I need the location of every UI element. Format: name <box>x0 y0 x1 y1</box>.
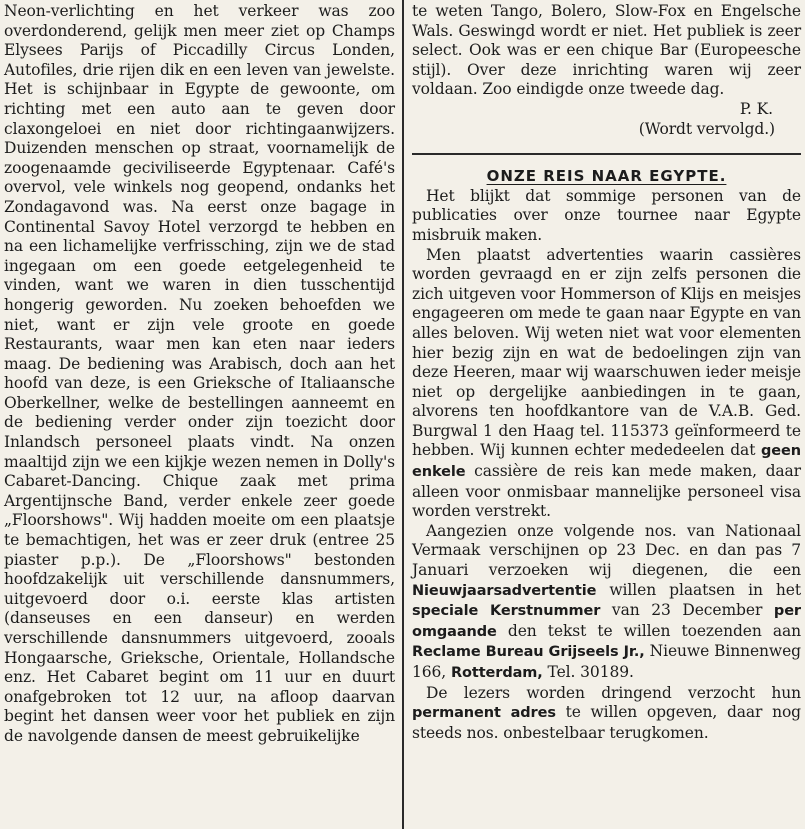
emphasis-nieuwjaarsadvertentie: Nieuwjaarsadvertentie <box>412 582 597 599</box>
article-continuation-end: te weten Tango, Bolero, Slow-Fox en Engelsche Wals. Geswingd wordt er niet. Het publiek is zeer select. Ook was er een chique Bar (Europeesche stijl). Over deze inrichting waren wij zeer voldaan. Zoo eindigde onze tweede dag. <box>412 2 801 99</box>
notice-paragraph-4 <box>412 684 801 744</box>
notice-paragraph-3-text-d: den tekst te willen toezenden aan <box>507 621 802 640</box>
notice-paragraph-2-text-b: cassière de reis kan mede maken, daar alleen voor onmisbaar mannelijke personeel visa worden verstrekt. <box>412 462 801 521</box>
column-divider <box>402 0 404 829</box>
notice-paragraph-3 <box>412 522 801 684</box>
author-signature: P. K. <box>739 99 773 118</box>
notice-paragraph-2 <box>412 246 801 522</box>
notice-paragraph-3-text-b: willen plaatsen in het <box>609 580 802 599</box>
emphasis-rotterdam: Rotterdam, <box>450 665 543 681</box>
emphasis-per-omgaande: per omgaande <box>412 603 801 640</box>
notice-paragraph-4-text-a: De lezers worden dringend verzocht hun <box>426 683 801 702</box>
article-headline: ONZE REIS NAAR EGYPTE. <box>486 167 727 186</box>
to-be-continued-note: (Wordt vervolgd.) <box>638 119 775 138</box>
section-rule <box>412 153 801 155</box>
article-continuation-paragraph: Neon-verlichting en het verkeer was zoo overdonderend, gelijk men meer ziet op Champs Elysees Parijs of Piccadilly Circus Londen, Autofiles, drie rijen dik en een leven van jewelste. Het is schijnbaar in Egypte de gewoonte, om richting met een auto aan te geven door claxongeloei en niet door richtingaanwijzers. Duizenden menschen op straat, voornamelijk de zoogenaamde geciviliseerde Egyptenaar. Café's overvol, vele winkels nog geopend, ondanks het Zondagavond was. Na eerst onze bagage in Continental Savoy Hotel verzorgd te hebben en na een lichamelijke verfrissching, zijn we de stad ingegaan om een goede eetgelegenheid te vinden, want we waren in dien tusschentijd hongerig geworden. Nu zoeken behoefden we niet, want er zijn vele groote en goede Restaurants, waar men kan eten naar ieders maag. De bediening was Arabisch, doch aan het hoofd van deze, is een Grieksche of Italiaansche Oberkellner, welke de bestellingen aanneemt en de bediening verder onder zijn toezicht door Inlandsch personeel plaats vindt. Na onzen maaltijd zijn we een kijkje wezen nemen in Dolly's Cabaret-Dancing. Chique zaak met prima Argentijnsche Band, verder enkele zeer goede „Floorshows". Wij hadden moeite om een plaatsje te bemachtigen, het was er zeer druk (entree 25 piaster p.p.). De „Floorshows" bestonden hoofdzakelijk uit verschillende dansnummers, uitgevoerd door o.i. eerste klas artisten (danseuses en een danseur) en werden verschillende dansnummers uitgevoerd, zooals Hongaarsche, Grieksche, Orientale, Hollandsche enz. Het Cabaret begint om 11 uur en duurt onafgebroken tot 12 uur, na afloop daarvan begint het dansen weer voor het publiek en zijn de navolgende dansen de meest gebruikelijke <box>4 2 395 745</box>
emphasis-permanent-adres: permanent adres <box>412 705 556 722</box>
notice-paragraph-3-text-e: Nieuwe Binnenweg 166, <box>412 642 801 681</box>
notice-paragraph-2-text-a: Men plaatst advertenties waarin cassières worden gevraagd en er zijn zelfs personen die zich uitgeven voor Hommerson of Klijs en meisjes engageeren om mede te gaan naar Egypte en van alles beloven. Wij weten niet wat voor elementen hier bezig zijn en wat de bedoelingen zijn van deze Heeren, maar wij waarschuwen ieder meisje niet op dergelijke aanbiedingen in te gaan, alvorens ten hoofdkantore van de V.A.B. Ged. Burgwal 1 den Haag tel. 115373 geïnformeerd te hebben. Wij kunnen echter mededeelen dat <box>412 245 801 460</box>
notice-paragraph-1: Het blijkt dat sommige personen van de publicaties over onze tournee naar Egypte misbruik maken. <box>412 186 801 244</box>
emphasis-reclame-bureau: Reclame Bureau Grijseels Jr., <box>412 644 645 661</box>
emphasis-kerstnummer: speciale Kerstnummer <box>412 603 601 620</box>
notice-paragraph-3-text-c: van 23 December <box>611 601 763 620</box>
notice-paragraph-3-text-a: Aangezien onze volgende nos. van Nationaal Vermaak verschijnen op 23 Dec. en dan pas 7 Januari verzoeken wij diegenen, die een <box>412 521 801 580</box>
notice-paragraph-4-text-b: te willen opgeven, daar nog steeds nos. onbestelbaar terugkomen. <box>412 703 801 742</box>
left-column <box>4 2 395 747</box>
right-column <box>412 2 801 743</box>
notice-paragraph-3-text-f: Tel. 30189. <box>547 663 634 681</box>
emphasis-geen-enkele: geen enkele <box>412 443 801 481</box>
